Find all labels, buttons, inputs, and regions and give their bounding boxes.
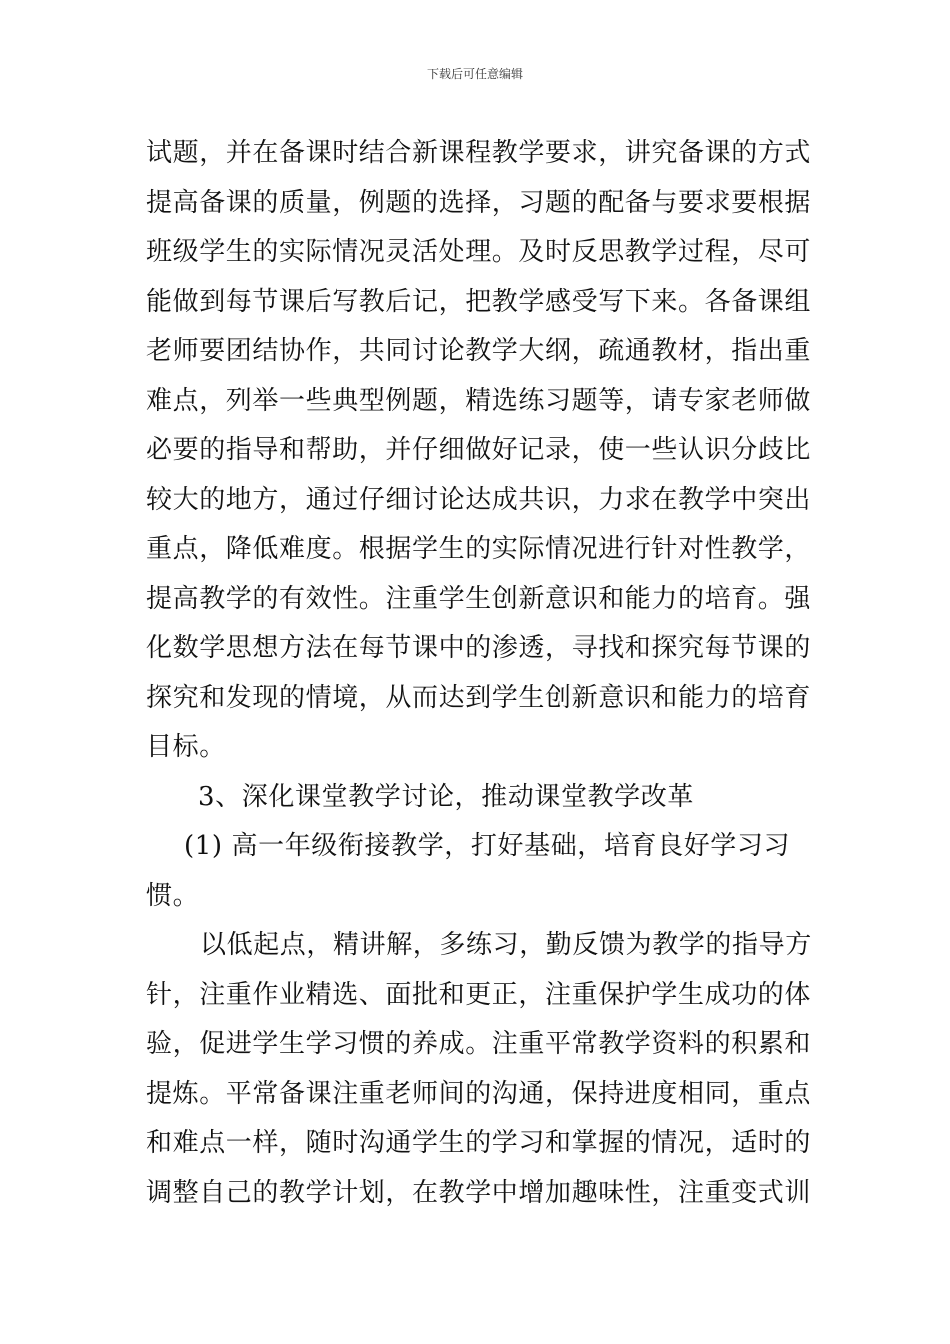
text-line: 针，注重作业精选、面批和更正，注重保护学生成功的体 [146, 979, 812, 1010]
text-line: 班级学生的实际情况灵活处理。及时反思教学过程，尽可 [146, 237, 812, 267]
text-line: 重点，降低难度。根据学生的实际情况进行针对性教学， [146, 534, 812, 564]
text-line: 必要的指导和帮助，并仔细做好记录，使一些认识分歧比 [146, 435, 812, 465]
text-line: 探究和发现的情境，从而达到学生创新意识和能力的培育 [146, 682, 812, 713]
text-line: 以低起点，精讲解，多练习，勤反馈为教学的指导方 [200, 930, 812, 960]
text-line: 提高备课的质量，例题的选择，习题的配备与要求要根据 [146, 187, 812, 218]
page-header: 下载后可任意编辑 [426, 67, 523, 81]
text-line: 难点，列举一些典型例题，精选练习题等，请专家老师做 [146, 385, 812, 416]
text-line: 试题，并在备课时结合新课程教学要求，讲究备课的方式 [146, 138, 812, 168]
text-line: 验，促进学生学习惯的养成。注重平常教学资料的积累和 [146, 1029, 812, 1059]
text-line: 化数学思想方法在每节课中的渗透，寻找和探究每节课的 [146, 633, 812, 663]
subsection-heading: (1) 高一年级衔接教学，打好基础，培育良好学习习 [184, 831, 791, 861]
text-line: 提炼。平常备课注重老师间的沟通，保持进度相同，重点 [146, 1078, 812, 1109]
text-line: 惯。 [146, 880, 200, 911]
text-line: 较大的地方，通过仔细讨论达成共识，力求在教学中突出 [146, 484, 812, 515]
text-line: 调整自己的教学计划，在教学中增加趣味性，注重变式训 [146, 1177, 812, 1208]
text-line: 和难点一样，随时沟通学生的学习和掌握的情况，适时的 [146, 1128, 812, 1158]
text-line: 能做到每节课后写教后记，把教学感受写下来。各备课组 [146, 286, 812, 317]
text-line: 老师要团结协作，共同讨论教学大纲，疏通教材，指出重 [146, 336, 812, 366]
text-line: 提高教学的有效性。注重学生创新意识和能力的培育。强 [146, 583, 812, 614]
text-line: 目标。 [146, 732, 226, 762]
document-body [146, 129, 812, 1218]
section-heading: 3、深化课堂教学讨论，推动课堂教学改革 [198, 781, 694, 812]
